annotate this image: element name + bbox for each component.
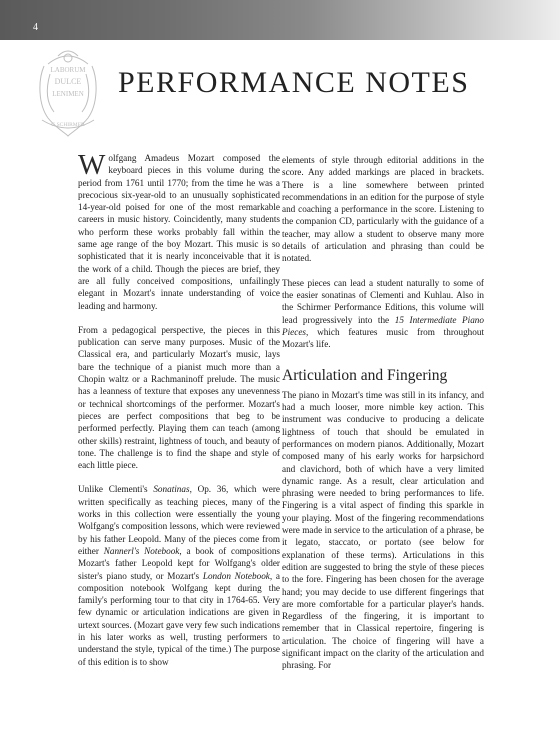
sources-italic-sonatinas: Sonatinas bbox=[153, 484, 190, 495]
crest-text-2: DULCE bbox=[54, 77, 82, 86]
page-title: PERFORMANCE NOTES bbox=[118, 66, 470, 99]
sources-paragraph bbox=[78, 483, 280, 667]
sources-text-c: , a book of compositions Mozart's father Leopold kept for Wolfgang's older sister's piano study, or Mozart's bbox=[78, 545, 280, 581]
sources-text-b: , Op. 36, which were written specifically as teaching pieces, many of the works in this collection were essentially the young Wolfgang's composition lessons, which were reviewed by his father Leopold. Many of the pieces come from either bbox=[78, 484, 280, 556]
page-number: 4 bbox=[33, 22, 38, 33]
crest-watermark-icon bbox=[34, 44, 102, 140]
progression-text-a: These pieces can lead a student naturally to some of the easier sonatinas of Clementi and Kuhlau. Also in the Schirmer Performance Editions, this volume will lead progressively into the bbox=[282, 277, 484, 325]
pedagogy-paragraph: From a pedagogical perspective, the pieces in this publication can serve many purposes. Music of the Classical era, and particularly Mozart's music, lays bare the technique of a pianist much more than a Chopin waltz or a Rachmaninoff prelude. The music has a leanness of texture that exposes any unevenness or technical shortcomings of the performer. Mozart's pieces are perfect compositions that beg to be performed perfectly. Playing them can teach (among other skills) restraint, lightness of touch, and beauty of tone. The challenge is to find the shape and style of each little piece. bbox=[78, 324, 280, 471]
right-column bbox=[282, 154, 484, 684]
sources-text-a: Unlike Clementi's bbox=[78, 484, 154, 495]
header-band bbox=[0, 0, 560, 40]
sources-italic-london: London Notebook bbox=[202, 570, 270, 581]
sources-text-d: , a composition notebook Wolfgang kept during the family's performing tour to that city in 1764-65. Very few dynamic or articulation indications are given in urtext sources. (Mozart gave very few such indications in his later works as well, trusting performers to understand the style, typical of the time.) The purpose of this edition is to show bbox=[78, 570, 281, 667]
sources-italic-nannerl: Nannerl's Notebook bbox=[103, 545, 180, 556]
progression-text-b: , which features music from throughout Mozart's life. bbox=[282, 326, 484, 350]
progression-paragraph bbox=[282, 277, 484, 351]
crest-text-1: LABORUM bbox=[50, 66, 86, 74]
intro-paragraph bbox=[78, 149, 280, 312]
edition-paragraph: elements of style through editorial additions in the score. Any added markings are placed in brackets. There is a line somewhere between printed recommendations in an edition for the purpose of style and coaching a performance in the score. Listening to the companion CD, particularly with the guidance of a teacher, may allow a student to observe many more details of articulation and phrasing than could be notated. bbox=[282, 155, 484, 264]
articulation-paragraph: The piano in Mozart's time was still in its infancy, and had a much looser, more nimble key action. This instrument was conducive to producing a delicate lightness of touch that should be emulated in performances on modern pianos. Additionally, Mozart composed many of his early works for harpsichord and clavichord, both of which have a very limited dynamic range. As a result, clear articulation and phrasing were needed to bring performances to life. Fingering is a vital aspect of finding this sparkle in your playing. Most of the fingering recommendations were made in service to the articulation of a phrase, be it legato, staccato, or portato (see below for explanation of these terms). Articulations in this edition are suggested to bring the style of these pieces to the fore. Fingering has been chosen for the average hand; you may decide to use different fingerings that are more comfortable for a particular player's hands. Regardless of the fingering, it is important to remember that in Classical repertoire, fingering is articulation. The choice of fingering will have a significant impact on the clarity of the articulation and phrasing. For bbox=[282, 389, 484, 671]
crest-text-3: LENIMEN bbox=[52, 90, 84, 98]
section-heading: Articulation and Fingering bbox=[282, 367, 448, 385]
crest-text-4: G.SCHIRMER bbox=[51, 122, 85, 128]
drop-cap: W bbox=[78, 149, 106, 181]
intro-text: olfgang Amadeus Mozart composed the keyboard pieces in this volume during the period from 1761 until 1770; from the time he was a precocious six-year-old to an unusually sophisticated 14-year-old poised for one of the most remarkable careers in music history. Coincidently, many students who perform these works probably fall within the same age range of the boy Mozart. This music is so sophisticated that it is nearly inconceivable that it is the work of a child. Though the pieces are brief, they are all fully conceived compositions, unfailingly elegant in Mozart's innate understanding of voice leading and harmony. bbox=[78, 153, 280, 311]
progression-italic: 15 Intermediate Piano Pieces bbox=[282, 314, 484, 337]
left-column bbox=[78, 149, 281, 680]
